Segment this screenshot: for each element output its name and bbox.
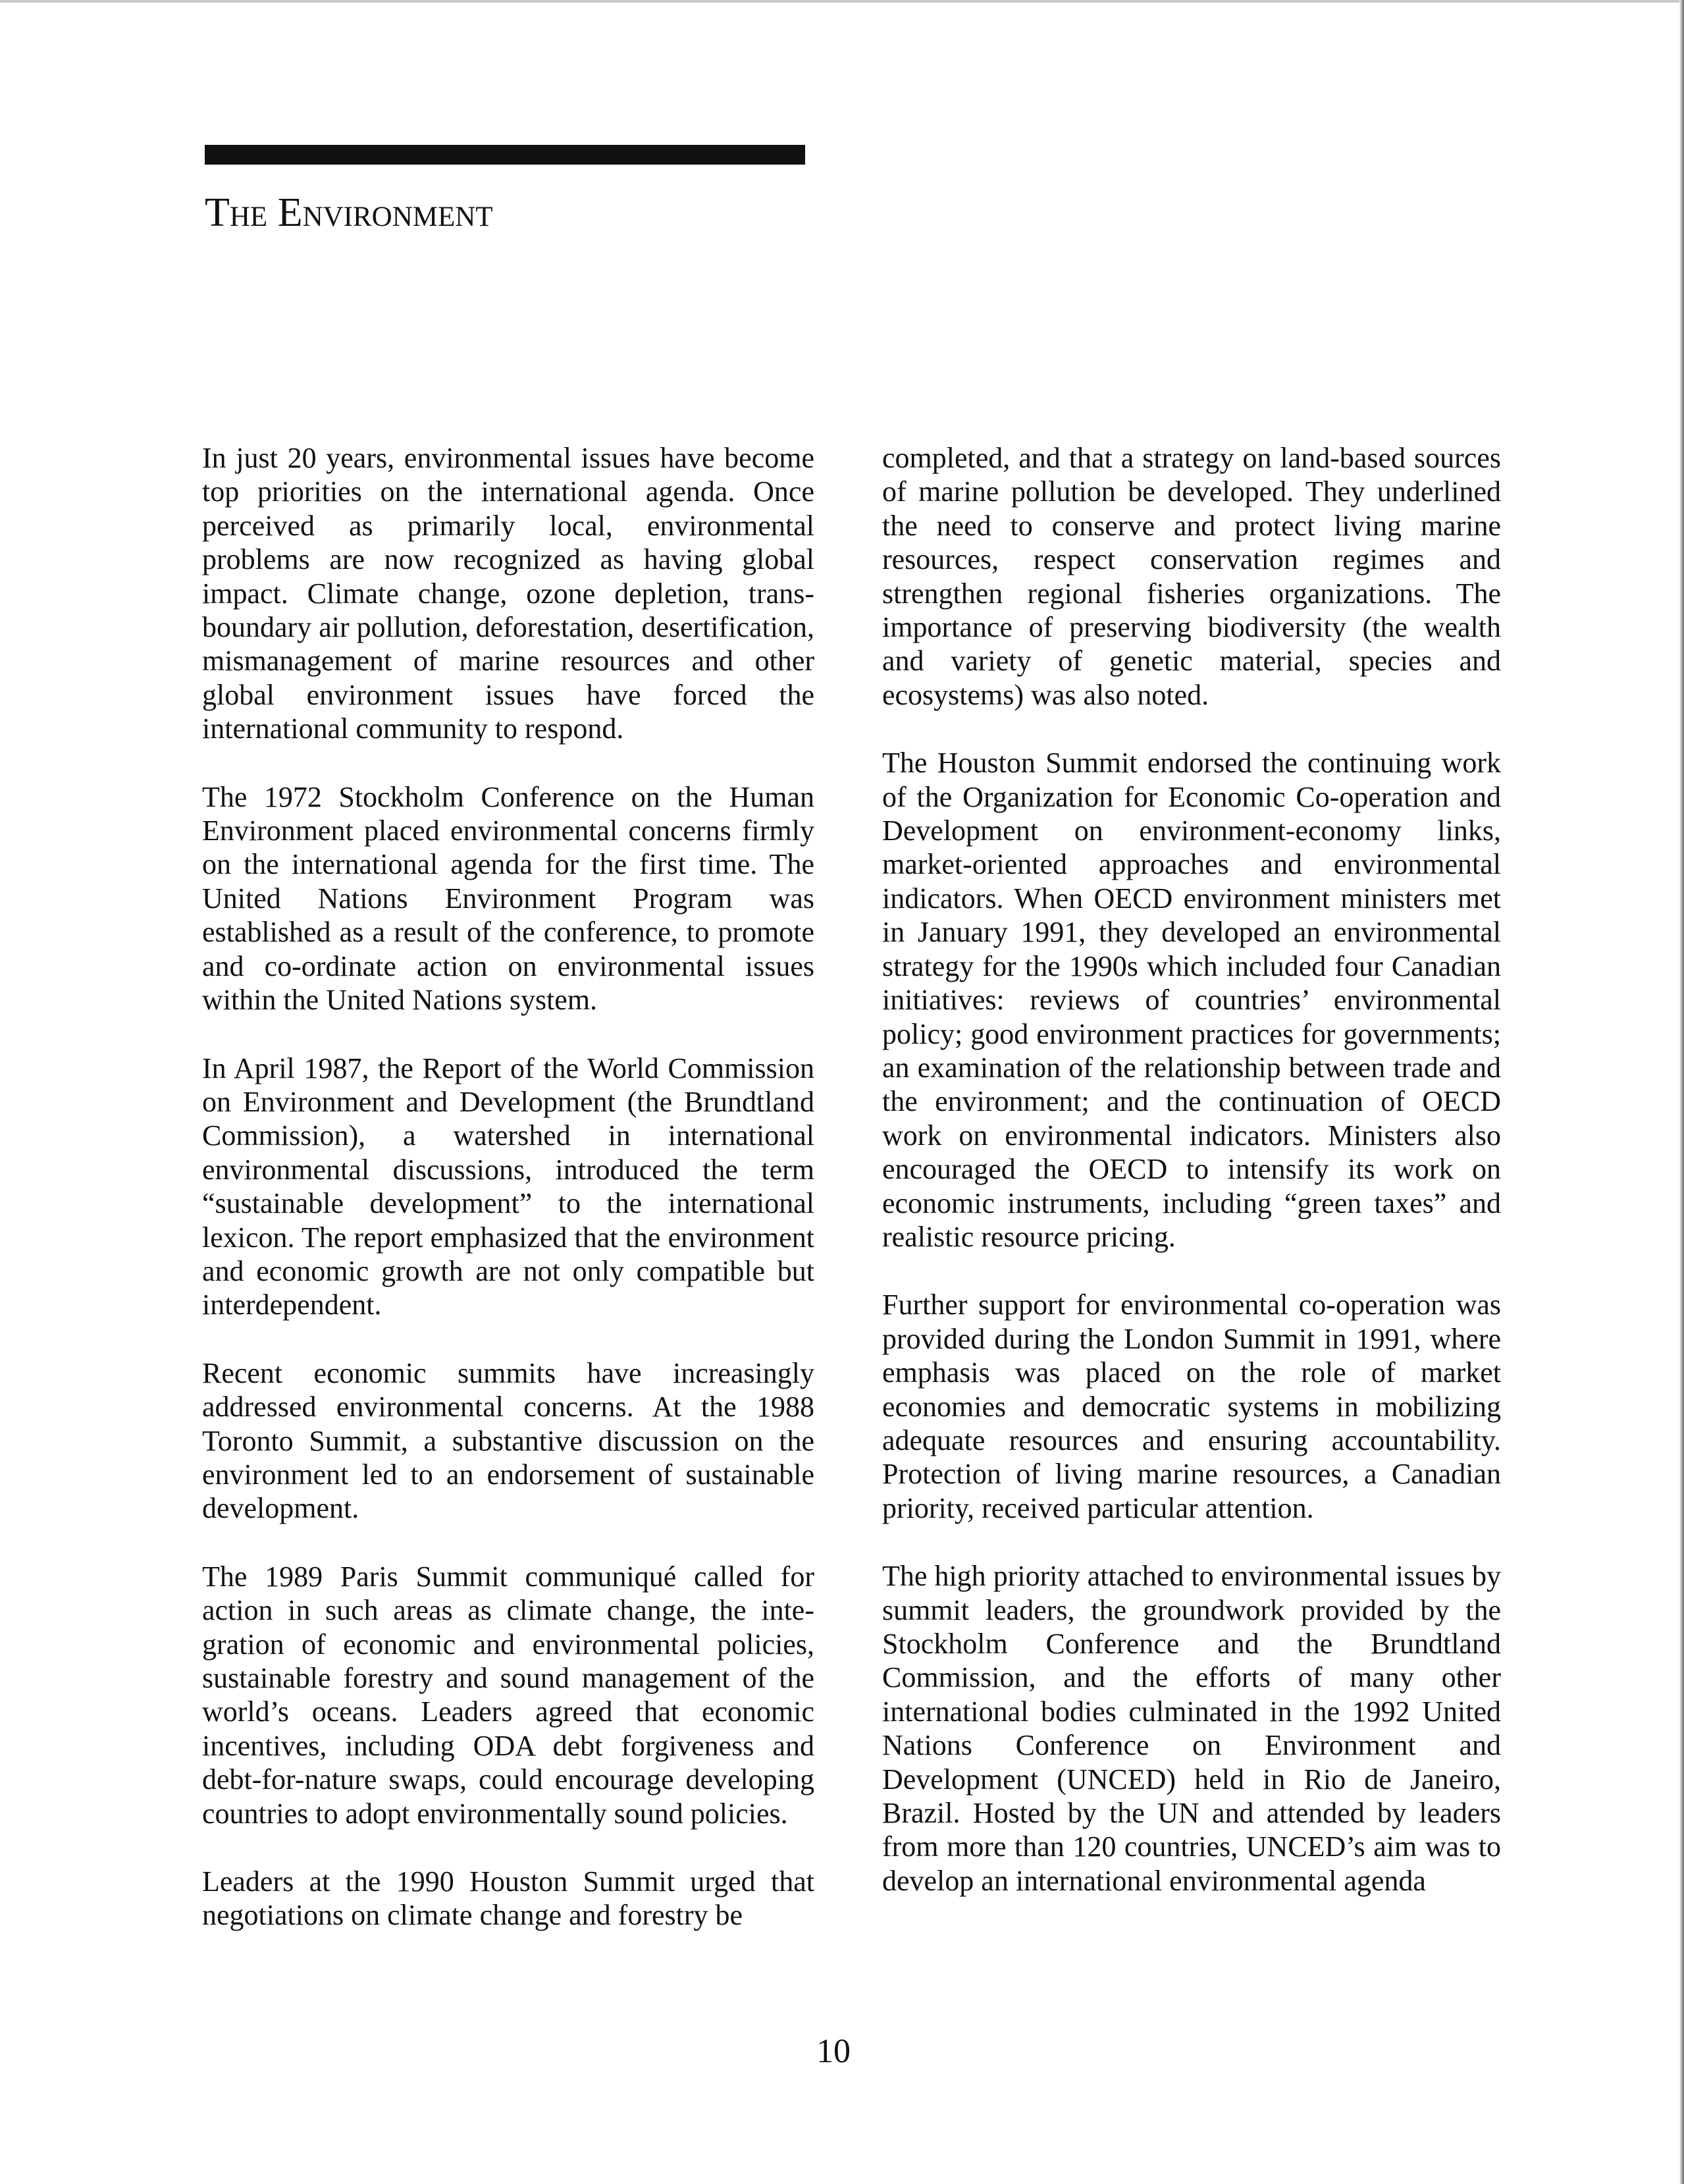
paragraph: The 1972 Stockholm Conference on the Human Environment placed environmental concerns firmly on the international agenda for the first time. The United Nations Environment Program was established as a result of the conference, to promote and co-ordinate action on environmental issues within the United Nations system. — [202, 780, 814, 1017]
paragraph: Leaders at the 1990 Houston Summit urged that negotiations on climate change and forestry be — [202, 1865, 814, 1932]
scan-right-edge — [1679, 0, 1684, 2184]
paragraph: The high priority attached to environmental issues by summit leaders, the groundwork provided by the Stockholm Conference and the Brundtland Commission, and the efforts of many other international bodies culminated in the 1992 United Nations Conference on Environment and Development (UNCED) held in Rio de Janeiro, Brazil. Hosted by the UN and attended by leaders from more than 120 countries, UNCED’s aim was to develop an international environmental agenda — [882, 1560, 1501, 1897]
title-rule — [205, 145, 805, 165]
paragraph: In just 20 years, environmental issues have become top priorities on the international agenda. Once perceived as primarily local, environmental problems are now recognized as having global impact. Climate change, ozone depletion, transboundary air pollution, deforestation, desertification, mismanagement of marine resources and other global environment issues have forced the international community to respond. — [202, 442, 814, 745]
paragraph: Recent economic summits have increasingly addressed environmental concerns. At the 1988 Toronto Summit, a substantive discussion on the environment led to an endorsement of sustainable development. — [202, 1356, 814, 1525]
paragraph: Further support for environmental co-operation was provided during the London Summit in 1991, where emphasis was placed on the role of market economies and democratic systems in mobilizing adequate resources and ensuring accountability. Protection of living marine resources, a Canadian priority, received particular attention. — [882, 1289, 1501, 1524]
paragraph: In April 1987, the Report of the World Commission on Environment and Development (the Brundtland Commission), a watershed in international environmental discussions, introduced the term “sustainable development” to the international lexicon. The report emphasized that the environment and economic growth are not only compatible but interdependent. — [202, 1052, 814, 1321]
page-title: The Environment — [205, 190, 493, 235]
page-number: 10 — [816, 2033, 851, 2070]
right-column — [882, 441, 1501, 1932]
paragraph: The 1989 Paris Summit communiqué called for action in such areas as climate change, the integration of economic and environmental policies, sustainable forestry and sound management of the world’s oceans. Leaders agreed that economic incentives, including ODA debt forgiveness and debt-for-nature swaps, could encourage developing countries to adopt environmentally sound policies. — [202, 1560, 814, 1830]
paragraph: The Houston Summit endorsed the continuing work of the Organization for Economic Co-operation and Development on environment-economy links, market-oriented approaches and environmental indicators. When OECD environment ministers met in January 1991, they developed an environmental strategy for the 1990s which included four Canadian initiatives: reviews of countries’ environmental policy; good environment practices for governments; an examination of the relationship between trade and the environment; and the continuation of OECD work on environmental indicators. Ministers also encouraged the OECD to intensify its work on economic instruments, including “green taxes” and realistic resource pricing. — [882, 747, 1501, 1253]
left-column — [202, 441, 814, 1967]
paragraph: completed, and that a strategy on land-based sources of marine pollution be developed. They underlined the need to conserve and protect living marine resources, respect conservation regimes and strengthen regional fisheries organizations. The importance of preserving biodiversity (the wealth and variety of genetic material, species and ecosystems) was also noted. — [882, 442, 1501, 711]
scan-top-edge — [0, 0, 1684, 3]
